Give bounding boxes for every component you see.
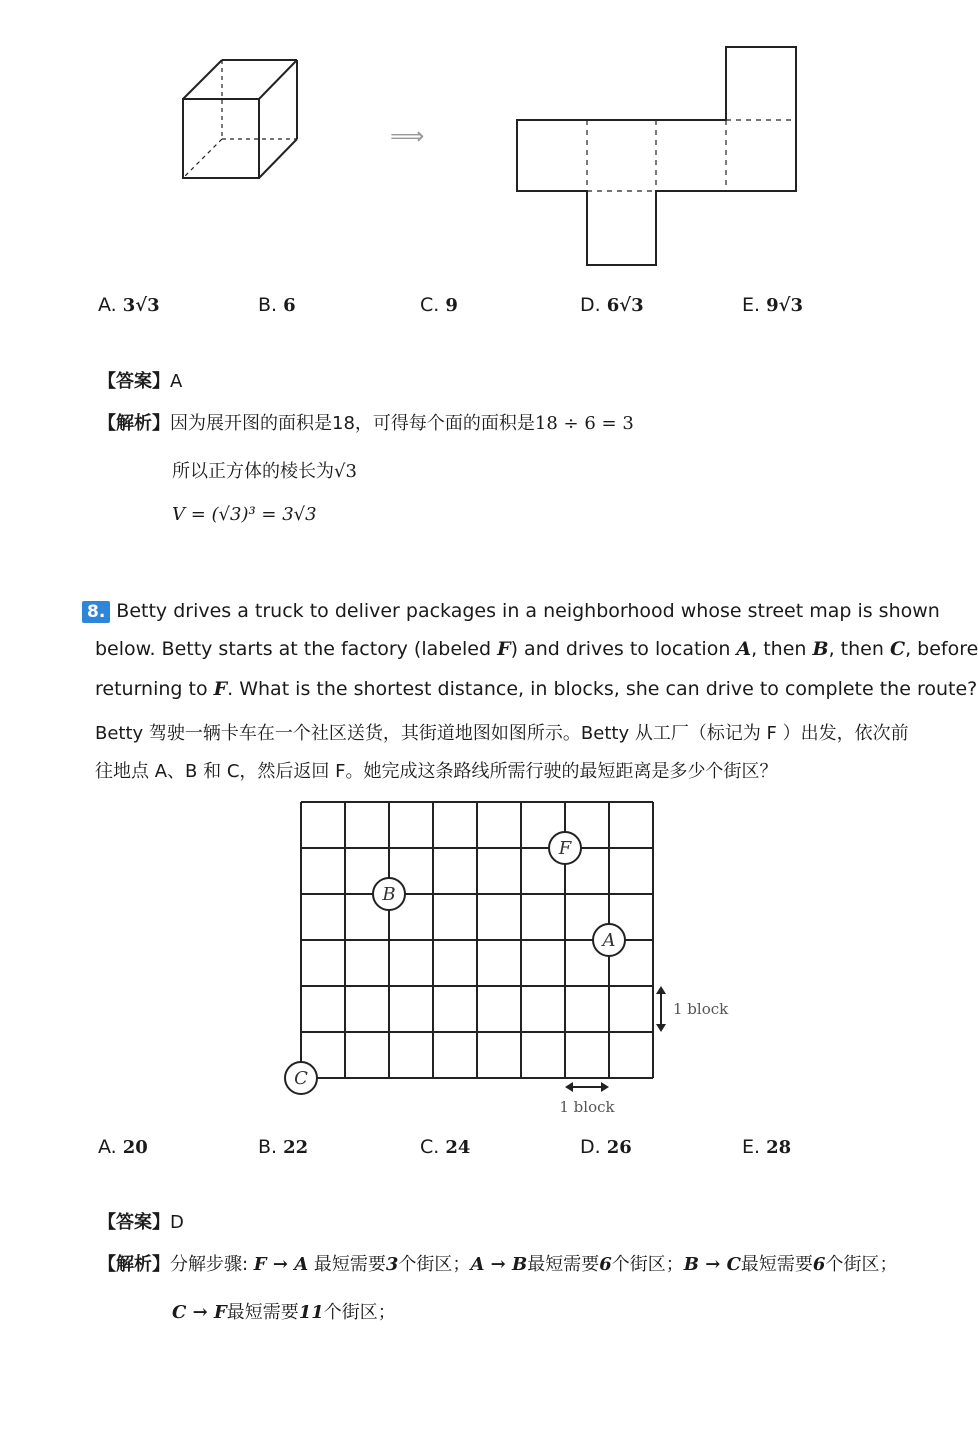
q7-answer <box>98 367 182 393</box>
analysis-text: 个街区； <box>398 1254 471 1275</box>
analysis-math: 6 <box>599 1254 612 1275</box>
location-a-label: A <box>602 930 616 951</box>
analysis-math: 18 ÷ 6 = 3 <box>534 413 634 434</box>
analysis-content <box>170 1254 897 1275</box>
analysis-text: 个街区； <box>611 1254 684 1275</box>
var-f: F <box>497 638 511 660</box>
choice-letter: E. <box>742 294 761 316</box>
var-a: A <box>736 638 752 660</box>
q7-analysis-line1 <box>98 409 634 435</box>
choice-value: 20 <box>122 1137 148 1158</box>
stem-text: . What is the shortest distance, in blocks, she can drive to complete the route? <box>227 678 978 700</box>
choice-value: 26 <box>606 1137 632 1158</box>
location-b-label: B <box>382 884 396 905</box>
answer-tag: 【答案】 <box>98 371 170 392</box>
analysis-text: 最短需要 <box>527 1254 600 1275</box>
street-map <box>270 790 750 1120</box>
q8-choice-c[interactable] <box>420 1136 470 1158</box>
choice-letter: B. <box>258 1136 278 1158</box>
choice-letter: D. <box>580 294 601 316</box>
analysis-text: 最短需要 <box>308 1254 386 1275</box>
choice-letter: C. <box>420 294 440 316</box>
q7-choice-d[interactable] <box>580 294 644 316</box>
var-c: C <box>889 638 906 660</box>
cube-diagram <box>183 60 297 178</box>
question-number-badge: 8. <box>82 601 110 623</box>
q8-answer <box>98 1208 184 1234</box>
answer-value: D <box>170 1212 184 1233</box>
choice-letter: A. <box>98 294 117 316</box>
analysis-content <box>172 1302 396 1323</box>
q7-choice-e[interactable] <box>742 294 803 316</box>
q7-analysis-line2 <box>172 457 357 483</box>
analysis-text: 最短需要 <box>226 1302 299 1323</box>
q8-choice-b[interactable] <box>258 1136 308 1158</box>
scale-arrowhead <box>656 986 666 994</box>
analysis-math: F → A <box>253 1254 309 1275</box>
q8-stem-line2 <box>95 638 978 660</box>
q7-analysis-line3: V = (√3)³ = 3√3 <box>172 504 317 525</box>
analysis-math: 6 <box>812 1254 826 1275</box>
implies-arrow: ⟹ <box>390 122 425 150</box>
choice-value: 9 <box>445 295 458 316</box>
answer-value: A <box>170 371 183 392</box>
var-f: F <box>213 678 228 700</box>
stem-text: below. Betty starts at the factory (labeled <box>95 638 492 660</box>
scale-label-vertical: 1 block <box>673 1000 729 1018</box>
analysis-math: A → B <box>470 1254 528 1275</box>
q8-stem-cn-line2: 往地点 A、B 和 C，然后返回 F。她完成这条路线所需行驶的最短距离是多少个街区？ <box>95 761 778 782</box>
analysis-text: 最短需要 <box>740 1254 813 1275</box>
cube-and-net-figure <box>0 0 978 280</box>
q8-choice-d[interactable] <box>580 1136 632 1158</box>
choice-letter: A. <box>98 1136 117 1158</box>
choice-letter: B. <box>258 294 278 316</box>
q8-stem-cn-line1: Betty 驾驶一辆卡车在一个社区送货，其街道地图如图所示。Betty 从工厂（标记为 F ）出发，依次前 <box>95 723 909 744</box>
choice-letter: C. <box>420 1136 440 1158</box>
analysis-math: 3 <box>385 1254 399 1275</box>
choice-letter: D. <box>580 1136 601 1158</box>
analysis-text: 所以正方体的棱长为 <box>172 461 334 482</box>
cube-net-diagram <box>517 47 796 265</box>
analysis-math: C → F <box>172 1302 227 1323</box>
choice-value: 24 <box>445 1137 471 1158</box>
analysis-tag: 【解析】 <box>98 1254 170 1275</box>
q8-choice-a[interactable] <box>98 1136 148 1158</box>
q8-analysis-line2 <box>172 1298 396 1324</box>
analysis-math: √3 <box>334 461 357 482</box>
q7-choice-c[interactable] <box>420 294 458 316</box>
stem-text: , before <box>905 638 978 660</box>
stem-text: Betty drives a truck to deliver packages in a neighborhood whose street map is shown <box>116 600 940 622</box>
analysis-math: 11 <box>298 1302 324 1323</box>
analysis-math: B → C <box>683 1254 741 1275</box>
choice-letter: E. <box>742 1136 761 1158</box>
stem-text: ) and drives to location <box>510 638 731 660</box>
analysis-text: 分解步骤: <box>170 1254 254 1275</box>
location-f-label: F <box>558 838 572 859</box>
stem-text: , then <box>751 638 807 660</box>
stem-text: , then <box>828 638 884 660</box>
scale-arrowhead <box>656 1024 666 1032</box>
q8-stem-line1 <box>82 600 940 623</box>
scale-arrowhead <box>601 1082 609 1092</box>
choice-value: 28 <box>766 1137 792 1158</box>
stem-text: returning to <box>95 678 208 700</box>
var-b: B <box>812 638 829 660</box>
analysis-text: 个街区； <box>323 1302 396 1323</box>
choice-value: 22 <box>283 1137 309 1158</box>
choice-value: 9√3 <box>766 295 803 316</box>
q8-choice-e[interactable] <box>742 1136 791 1158</box>
choice-value: 6 <box>283 295 296 316</box>
analysis-text: 个街区； <box>825 1254 898 1275</box>
location-c-label: C <box>294 1068 308 1089</box>
analysis-tag: 【解析】 <box>98 413 170 434</box>
choice-value: 6√3 <box>606 295 644 316</box>
answer-tag: 【答案】 <box>98 1212 170 1233</box>
analysis-text: 因为展开图的面积是18，可得每个面的面积是 <box>170 413 535 434</box>
q8-stem-line3 <box>95 678 977 700</box>
q8-analysis-line1 <box>98 1250 897 1276</box>
scale-label-horizontal: 1 block <box>559 1098 615 1116</box>
choice-value: 3√3 <box>122 295 160 316</box>
q7-choice-a[interactable] <box>98 294 160 316</box>
q7-choice-b[interactable] <box>258 294 296 316</box>
scale-arrowhead <box>565 1082 573 1092</box>
